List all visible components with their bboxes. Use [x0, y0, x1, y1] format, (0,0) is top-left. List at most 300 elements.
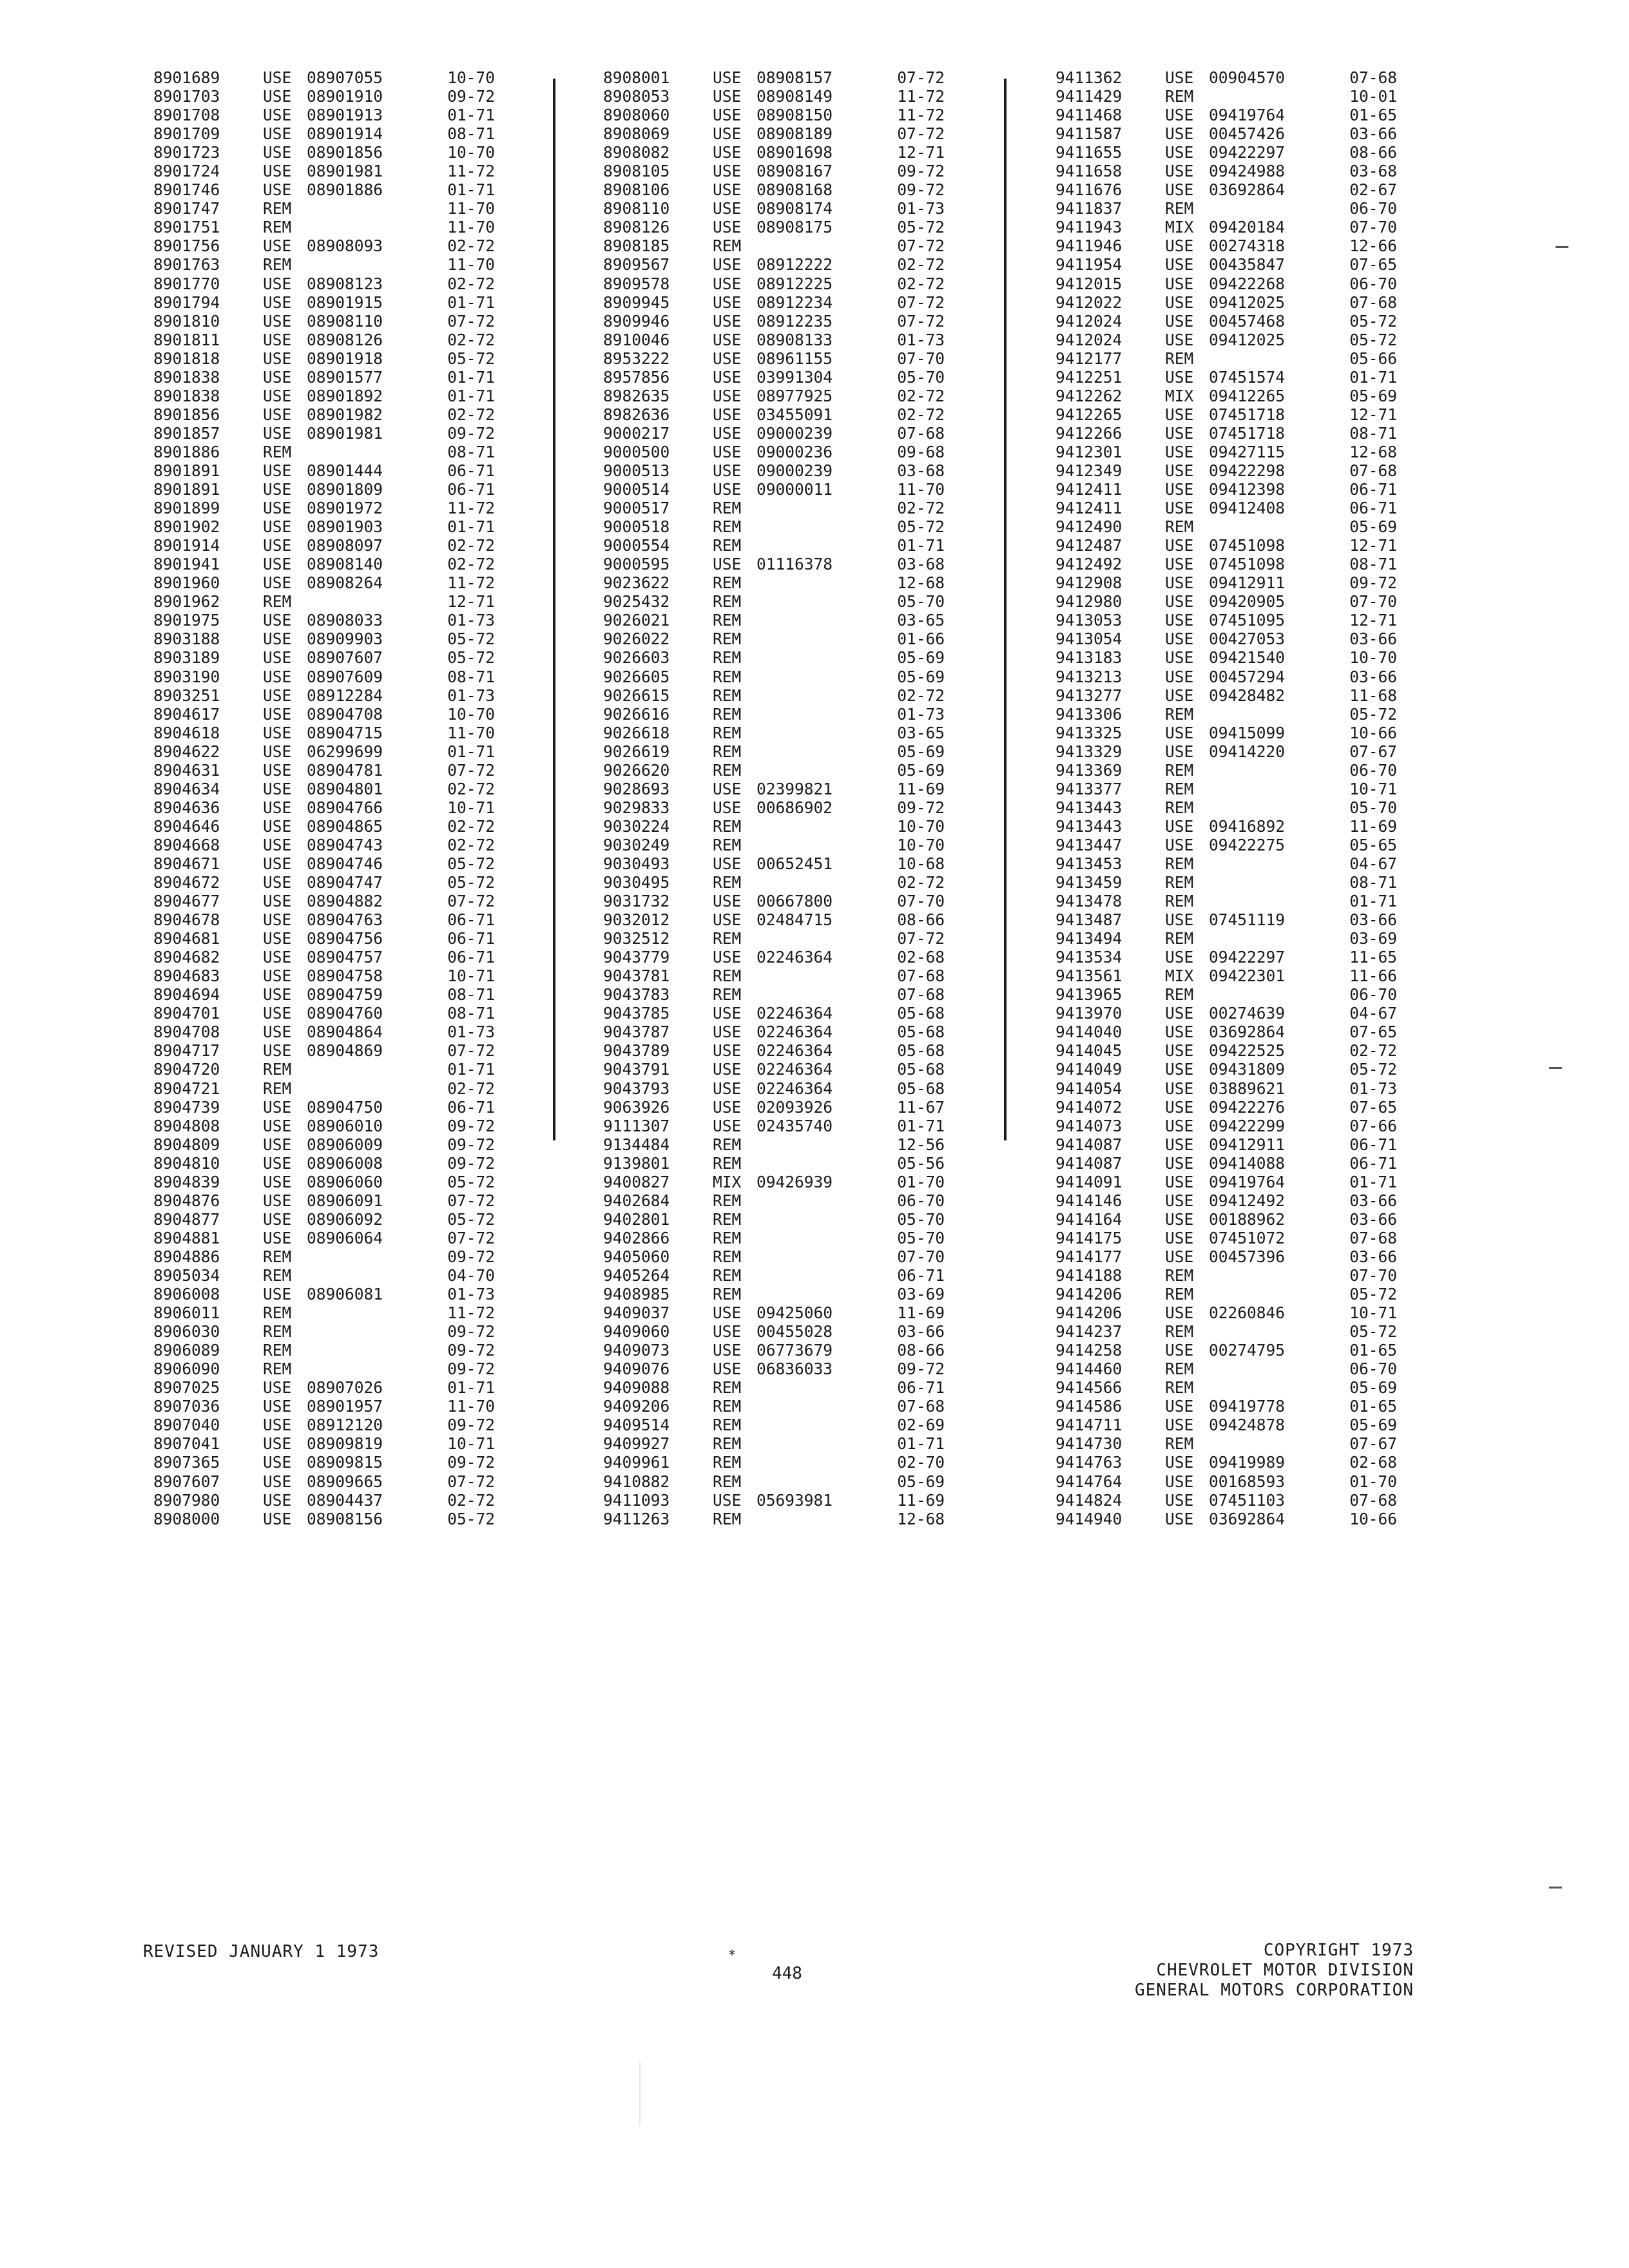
action-code: REM	[263, 1060, 292, 1079]
effective-date: 05-72	[897, 517, 945, 537]
replacement-number: 08908123	[307, 274, 383, 293]
replacement-number	[1209, 1285, 1322, 1303]
action-code: USE	[713, 1041, 742, 1061]
part-number: 8901746	[153, 180, 220, 200]
part-number: 9414049	[1055, 1060, 1123, 1079]
part-number: 9411954	[1055, 255, 1123, 274]
effective-date: 11-70	[447, 1397, 495, 1416]
part-number: 9413306	[1055, 704, 1123, 724]
list-item	[603, 668, 990, 686]
effective-date: 07-72	[447, 1228, 495, 1247]
list-item	[153, 1472, 540, 1491]
effective-date: 03-66	[1349, 1191, 1397, 1210]
action-code: USE	[263, 330, 292, 349]
list-item	[603, 1322, 990, 1341]
replacement-number	[757, 873, 870, 892]
effective-date: 11-69	[897, 1490, 945, 1510]
list-item	[153, 499, 540, 517]
list-item	[603, 1004, 990, 1023]
replacement-number: 08908168	[757, 180, 833, 200]
effective-date: 11-69	[1349, 816, 1397, 836]
replacement-number	[757, 1210, 870, 1229]
effective-date: 06-71	[897, 1266, 945, 1285]
effective-date: 10-66	[1349, 723, 1397, 742]
action-code: REM	[713, 985, 742, 1004]
list-item	[153, 892, 540, 910]
action-code: USE	[263, 1397, 292, 1416]
part-number: 8907041	[153, 1434, 220, 1454]
action-code: REM	[1165, 854, 1194, 873]
effective-date: 01-73	[447, 611, 495, 630]
part-number: 8957856	[603, 367, 670, 387]
action-code: USE	[263, 1472, 292, 1491]
replacement-number: 02246364	[757, 1060, 833, 1079]
effective-date: 08-66	[897, 910, 945, 930]
action-code: USE	[263, 555, 292, 574]
action-code: USE	[263, 892, 292, 911]
replacement-number	[1209, 929, 1322, 948]
action-code: USE	[1165, 555, 1194, 574]
action-code: USE	[713, 162, 742, 181]
list-item	[603, 1023, 990, 1041]
action-code: USE	[1165, 180, 1194, 200]
effective-date: 02-72	[897, 386, 945, 405]
part-number: 8904809	[153, 1135, 220, 1154]
list-item	[153, 218, 540, 236]
part-number: 9414824	[1055, 1490, 1123, 1510]
action-code: USE	[1165, 162, 1194, 181]
effective-date: 10-71	[447, 798, 495, 817]
replacement-number: 08904758	[307, 966, 383, 986]
action-code: REM	[1165, 349, 1194, 368]
replacement-number: 08908156	[307, 1509, 383, 1528]
list-item	[153, 106, 540, 124]
replacement-number: 08901444	[307, 461, 383, 480]
part-number: 9000554	[603, 536, 670, 555]
list-item	[153, 854, 540, 873]
effective-date: 07-72	[447, 311, 495, 331]
list-item	[1055, 592, 1442, 611]
replacement-number	[1209, 199, 1322, 218]
effective-date: 08-71	[447, 1004, 495, 1023]
list-item	[153, 1360, 540, 1378]
replacement-number: 08908167	[757, 162, 833, 181]
list-item	[1055, 1360, 1442, 1378]
part-number: 9000517	[603, 499, 670, 518]
replacement-number	[757, 1434, 870, 1453]
effective-date: 09-72	[897, 180, 945, 200]
replacement-number: 08904757	[307, 948, 383, 967]
list-item	[1055, 1266, 1442, 1285]
replacement-number: 03455091	[757, 405, 833, 424]
list-item	[603, 1285, 990, 1303]
part-number: 8907607	[153, 1472, 220, 1491]
replacement-number	[757, 686, 870, 705]
part-number: 8901902	[153, 517, 220, 537]
list-item	[153, 1135, 540, 1154]
effective-date: 03-68	[897, 555, 945, 574]
list-item	[603, 873, 990, 892]
effective-date: 11-72	[447, 573, 495, 593]
list-item	[1055, 1135, 1442, 1154]
effective-date: 06-70	[1349, 1360, 1397, 1379]
replacement-number: 08912234	[757, 293, 833, 312]
effective-date: 11-70	[447, 199, 495, 218]
action-code: USE	[713, 910, 742, 930]
list-item	[1055, 424, 1442, 443]
part-number: 9412265	[1055, 405, 1123, 424]
effective-date: 10-71	[447, 1434, 495, 1454]
replacement-number	[757, 817, 870, 836]
action-code: MIX	[1165, 966, 1194, 986]
action-code: USE	[1165, 68, 1194, 87]
list-item	[603, 1341, 990, 1360]
effective-date: 07-72	[897, 311, 945, 331]
replacement-number	[757, 573, 870, 592]
effective-date: 11-72	[897, 106, 945, 125]
replacement-number: 08904869	[307, 1041, 383, 1061]
replacement-number	[757, 499, 870, 517]
action-code: USE	[1165, 480, 1194, 499]
effective-date: 07-70	[1349, 592, 1397, 611]
part-number: 8901818	[153, 349, 220, 368]
effective-date: 01-71	[447, 106, 495, 125]
list-item	[1055, 1079, 1442, 1098]
part-number: 9409927	[603, 1434, 670, 1454]
action-code: USE	[1165, 536, 1194, 555]
effective-date: 11-72	[447, 1303, 495, 1323]
effective-date: 03-66	[1349, 667, 1397, 686]
effective-date: 05-69	[897, 760, 945, 780]
replacement-number: 08906091	[307, 1191, 383, 1210]
action-code: USE	[1165, 573, 1194, 593]
part-number: 8906089	[153, 1341, 220, 1360]
part-number: 9413970	[1055, 1004, 1123, 1023]
effective-date: 08-71	[1349, 873, 1397, 892]
list-item	[1055, 162, 1442, 180]
list-item	[603, 1472, 990, 1491]
action-code: USE	[1165, 1209, 1194, 1229]
effective-date: 02-72	[1349, 1041, 1397, 1061]
part-number: 9031732	[603, 892, 670, 911]
part-number: 8904701	[153, 1004, 220, 1023]
action-code: USE	[1165, 629, 1194, 649]
action-code: USE	[713, 1023, 742, 1042]
list-item	[153, 180, 540, 199]
effective-date: 07-72	[897, 236, 945, 256]
replacement-number: 08901972	[307, 499, 383, 518]
part-number: 8903188	[153, 629, 220, 649]
replacement-number: 07451718	[1209, 423, 1286, 443]
action-code: REM	[713, 835, 742, 854]
effective-date: 09-72	[447, 1341, 495, 1360]
effective-date: 07-68	[1349, 461, 1397, 480]
replacement-number	[757, 611, 870, 629]
effective-date: 07-68	[897, 1397, 945, 1416]
replacement-number	[1209, 854, 1322, 873]
part-number: 8908185	[603, 236, 670, 256]
effective-date: 03-69	[897, 1285, 945, 1304]
replacement-number: 08907055	[307, 68, 383, 87]
replacement-number	[1209, 1434, 1322, 1453]
list-item	[1055, 573, 1442, 592]
part-number: 9043791	[603, 1060, 670, 1079]
effective-date: 09-72	[897, 162, 945, 181]
effective-date: 10-70	[447, 704, 495, 724]
list-item	[1055, 668, 1442, 686]
part-number: 9414091	[1055, 1172, 1123, 1191]
effective-date: 05-66	[1349, 349, 1397, 368]
list-item	[1055, 1247, 1442, 1266]
part-number: 8907025	[153, 1378, 220, 1398]
action-code: USE	[263, 1153, 292, 1173]
effective-date: 07-65	[1349, 1097, 1397, 1117]
effective-date: 05-72	[447, 1172, 495, 1191]
effective-date: 02-72	[897, 873, 945, 892]
replacement-number: 08901981	[307, 162, 383, 181]
action-code: USE	[713, 892, 742, 911]
part-number: 9411676	[1055, 180, 1123, 200]
replacement-number: 08907609	[307, 667, 383, 686]
effective-date: 05-72	[1349, 1285, 1397, 1304]
effective-date: 05-68	[897, 1041, 945, 1061]
list-item	[1055, 1060, 1442, 1079]
action-code: REM	[713, 1209, 742, 1229]
list-item	[153, 966, 540, 985]
action-code: USE	[1165, 423, 1194, 443]
effective-date: 08-71	[1349, 423, 1397, 443]
list-item	[153, 1079, 540, 1098]
effective-date: 03-66	[1349, 910, 1397, 930]
effective-date: 12-66	[1349, 236, 1397, 256]
action-code: USE	[263, 966, 292, 986]
replacement-number: 08908133	[757, 330, 833, 349]
action-code: USE	[1165, 648, 1194, 668]
effective-date: 01-65	[1349, 1341, 1397, 1360]
action-code: REM	[263, 199, 292, 218]
effective-date: 02-67	[1349, 180, 1397, 200]
part-number: 8908069	[603, 124, 670, 144]
part-number: 8903251	[153, 686, 220, 705]
part-number: 9000513	[603, 461, 670, 480]
action-code: REM	[713, 1416, 742, 1435]
action-code: USE	[1165, 1135, 1194, 1154]
action-code: USE	[263, 162, 292, 181]
part-number: 9029833	[603, 798, 670, 817]
effective-date: 07-68	[1349, 68, 1397, 87]
replacement-number	[1209, 517, 1322, 536]
part-number: 9000518	[603, 517, 670, 537]
action-code: USE	[713, 180, 742, 200]
action-code: REM	[713, 1472, 742, 1491]
part-number: 9043783	[603, 985, 670, 1004]
effective-date: 11-68	[1349, 686, 1397, 705]
part-number: 8953222	[603, 349, 670, 368]
margin-tick	[1556, 246, 1568, 248]
part-number: 9413494	[1055, 929, 1123, 948]
part-number: 9026021	[603, 611, 670, 630]
part-number: 9063926	[603, 1097, 670, 1117]
part-number: 9411093	[603, 1490, 670, 1510]
action-code: USE	[263, 87, 292, 106]
list-item	[1055, 854, 1442, 873]
action-code: USE	[263, 1209, 292, 1229]
part-number: 9000500	[603, 442, 670, 461]
action-code: USE	[263, 723, 292, 742]
action-code: REM	[713, 611, 742, 630]
action-code: USE	[263, 311, 292, 331]
part-number: 8982636	[603, 405, 670, 424]
action-code: USE	[713, 442, 742, 461]
list-item	[603, 499, 990, 517]
list-item	[1055, 180, 1442, 199]
replacement-number: 07451103	[1209, 1490, 1286, 1510]
action-code: USE	[263, 1490, 292, 1510]
part-number: 8904646	[153, 816, 220, 836]
action-code: USE	[263, 910, 292, 930]
list-item	[603, 1079, 990, 1098]
action-code: REM	[1165, 199, 1194, 218]
part-number: 9043785	[603, 1004, 670, 1023]
list-item	[1055, 1416, 1442, 1434]
replacement-number	[757, 742, 870, 761]
part-number: 9412251	[1055, 367, 1123, 387]
list-item	[153, 798, 540, 817]
action-code: REM	[713, 1135, 742, 1154]
part-number: 9412487	[1055, 536, 1123, 555]
replacement-number: 09414220	[1209, 742, 1286, 761]
effective-date: 05-65	[1349, 835, 1397, 854]
effective-date: 09-72	[447, 87, 495, 106]
effective-date: 05-70	[897, 592, 945, 611]
list-item	[1055, 555, 1442, 573]
action-code: REM	[713, 816, 742, 836]
list-item	[603, 1378, 990, 1397]
action-code: USE	[263, 1116, 292, 1135]
part-number: 9412262	[1055, 386, 1123, 405]
replacement-number	[307, 1303, 420, 1322]
effective-date: 07-70	[1349, 1266, 1397, 1285]
action-code: REM	[713, 1247, 742, 1266]
part-number: 9023622	[603, 573, 670, 593]
action-code: REM	[263, 1247, 292, 1266]
effective-date: 05-70	[897, 1209, 945, 1229]
part-number: 8909578	[603, 274, 670, 293]
action-code: USE	[1165, 1509, 1194, 1528]
part-number: 9412980	[1055, 592, 1123, 611]
action-code: USE	[713, 386, 742, 405]
effective-date: 09-72	[447, 1360, 495, 1379]
list-item	[603, 255, 990, 274]
action-code: REM	[1165, 1360, 1194, 1379]
replacement-number	[757, 1266, 870, 1285]
list-item	[1055, 517, 1442, 536]
list-item	[603, 517, 990, 536]
part-number: 9412411	[1055, 499, 1123, 518]
action-code: USE	[1165, 330, 1194, 349]
action-code: USE	[263, 349, 292, 368]
effective-date: 02-72	[447, 274, 495, 293]
list-item	[153, 199, 540, 218]
action-code: USE	[1165, 1416, 1194, 1435]
replacement-number	[757, 1229, 870, 1247]
effective-date: 07-68	[897, 423, 945, 443]
margin-tick	[1549, 1067, 1562, 1069]
effective-date: 09-72	[447, 1322, 495, 1341]
list-item	[603, 68, 990, 87]
list-item	[603, 966, 990, 985]
effective-date: 01-71	[447, 1378, 495, 1398]
replacement-number: 08901918	[307, 349, 383, 368]
action-code: REM	[1165, 760, 1194, 780]
part-number: 9043793	[603, 1079, 670, 1098]
list-item	[1055, 1397, 1442, 1416]
replacement-number	[307, 1341, 420, 1360]
list-item	[1055, 255, 1442, 274]
list-item	[153, 1341, 540, 1360]
action-code: REM	[713, 1434, 742, 1454]
part-number: 9026605	[603, 667, 670, 686]
part-number: 8908060	[603, 106, 670, 125]
replacement-number: 03991304	[757, 367, 833, 387]
column-2	[603, 68, 990, 1528]
replacement-number: 08906010	[307, 1116, 383, 1135]
effective-date: 01-71	[1349, 367, 1397, 387]
part-number: 8904839	[153, 1172, 220, 1191]
list-item	[603, 1098, 990, 1117]
action-code: USE	[713, 1322, 742, 1341]
effective-date: 01-71	[1349, 892, 1397, 911]
effective-date: 01-71	[447, 386, 495, 405]
part-number: 9402801	[603, 1209, 670, 1229]
part-number: 9414460	[1055, 1360, 1123, 1379]
effective-date: 10-01	[1349, 87, 1397, 106]
effective-date: 05-69	[897, 648, 945, 668]
list-item	[1055, 611, 1442, 629]
list-item	[1055, 1322, 1442, 1341]
replacement-number	[307, 1079, 420, 1098]
list-item	[153, 629, 540, 648]
list-item	[603, 910, 990, 929]
part-number: 9411946	[1055, 236, 1123, 256]
part-number: 9413329	[1055, 742, 1123, 761]
list-item	[603, 929, 990, 948]
list-item	[1055, 798, 1442, 817]
action-code: REM	[713, 1191, 742, 1210]
replacement-number: 08906064	[307, 1228, 383, 1247]
part-number: 8904634	[153, 779, 220, 798]
replacement-number	[307, 199, 420, 218]
replacement-number: 02246364	[757, 948, 833, 967]
action-code: USE	[263, 798, 292, 817]
action-code: USE	[713, 1490, 742, 1510]
effective-date: 02-72	[897, 499, 945, 518]
effective-date: 03-66	[897, 1322, 945, 1341]
part-number: 9412490	[1055, 517, 1123, 537]
replacement-number	[1209, 1360, 1322, 1378]
action-code: USE	[263, 629, 292, 649]
list-item	[153, 349, 540, 368]
effective-date: 05-69	[897, 1472, 945, 1491]
list-item	[153, 1491, 540, 1510]
action-code: USE	[263, 760, 292, 780]
effective-date: 07-68	[897, 985, 945, 1004]
part-number: 8904681	[153, 929, 220, 948]
replacement-number: 08912120	[307, 1416, 383, 1435]
action-code: MIX	[1165, 386, 1194, 405]
action-code: USE	[1165, 1228, 1194, 1247]
part-number: 8904717	[153, 1041, 220, 1061]
